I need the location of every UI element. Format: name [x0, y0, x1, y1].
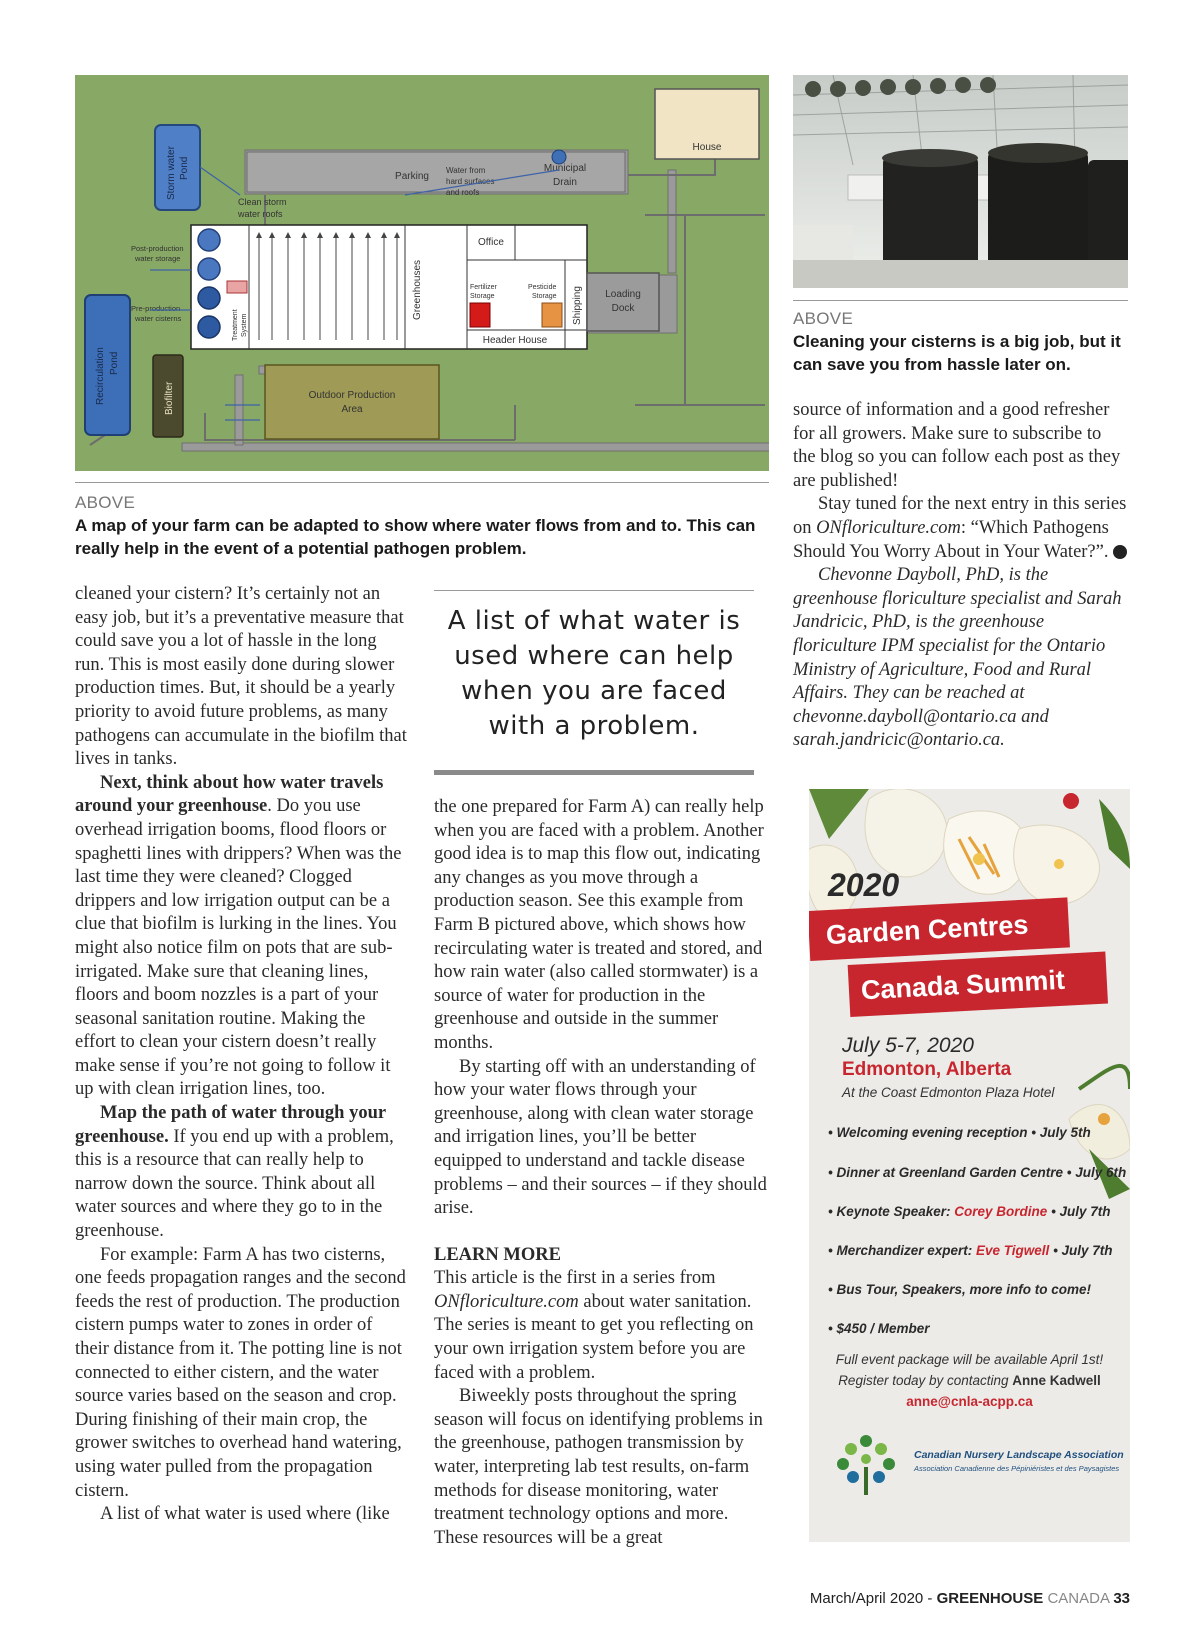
footer-brand-sub: CANADA [1043, 1590, 1114, 1607]
col1-paragraph-text: If you end up with a problem, this is a resource that can really help to narrow down the source. Think about all water sources and where they go to in the greenhouse. [75, 1126, 394, 1242]
svg-text:Pesticide: Pesticide [528, 284, 557, 291]
ad-bullet [828, 1243, 1113, 1258]
ad-city: Edmonton, Alberta [842, 1059, 1012, 1080]
article-column-3 [793, 399, 1151, 753]
svg-text:Biofilter: Biofilter [164, 381, 175, 415]
site-name: ONfloriculture.com [434, 1291, 579, 1312]
svg-text:Office: Office [478, 237, 504, 248]
svg-text:and roofs: and roofs [446, 188, 480, 197]
ad-contact-text: Register today by contacting [838, 1373, 1013, 1388]
article-column-1 [75, 583, 408, 1527]
col1-paragraph [75, 1102, 408, 1244]
ad-bullet-text: • Merchandizer expert: [828, 1243, 977, 1258]
svg-text:Drain: Drain [553, 177, 577, 188]
svg-text:Area: Area [341, 404, 363, 415]
page-footer [810, 1590, 1130, 1607]
map-caption-label: ABOVE [75, 493, 136, 512]
col1-paragraph-text: . Do you use overhead irrigation booms, flood floors or spaghetti lines with drippers? When was the last time they were cleaned? Clogged drippers and low irrigation output can be a clue that biofilm is lurking in the lines. You might also notice film on pots that are sub-irrigated. Make sure that cleaning lines, floors and boom nozzles is a part of your seasonal sanitation routine. Making the effort to clean your cistern doesn’t really make sense if you’re not going to follow it up with clean irrigation lines, too. [75, 796, 402, 1100]
photo-caption-text: Cleaning your cisterns is a big job, but it can save you from hassle later on. [793, 332, 1121, 374]
svg-text:Outdoor Production: Outdoor Production [308, 390, 396, 401]
col2-paragraph [434, 1267, 767, 1385]
svg-text:Storm water: Storm water [166, 146, 177, 200]
footer-brand: GREENHOUSE [936, 1590, 1044, 1607]
article-column-2 [434, 796, 767, 1550]
svg-text:Dock: Dock [611, 303, 635, 314]
summit-advertisement[interactable] [809, 789, 1130, 1542]
svg-text:Municipal: Municipal [543, 163, 587, 174]
col3-text: Stay tuned for the next entry in this series on [793, 494, 1127, 538]
ad-bullet: • Welcoming evening reception • July 5th [828, 1125, 1091, 1140]
svg-text:Storage: Storage [532, 293, 557, 300]
col1-paragraph: cleaned your cistern? It’s certainly not an easy job, but it’s a preventative measure that could save you a lot of hassle in the long run. This is most easily done during slower production times. But, it should be a yearly priority to avoid future problems, as many pathogens can accumulate in the biofilm that lives in tanks. [75, 584, 407, 770]
svg-text:Pond: Pond [109, 351, 120, 375]
ad-bullet [828, 1204, 1111, 1219]
site-name: ONfloriculture.com [816, 517, 961, 538]
footer-issue: March/April 2020 - [809, 1590, 937, 1607]
svg-text:Treatment: Treatment [232, 309, 239, 341]
col2-text: about water sanitation. The series is meant to get you reflecting on your own irrigation system before you are faced with a problem. [434, 1291, 754, 1383]
ad-speaker-name: Eve Tigwell [976, 1243, 1050, 1258]
svg-text:Loading: Loading [605, 289, 641, 300]
pullquote-bottom-rule [434, 770, 754, 775]
cnla-name: Canadian Nursery Landscape Association [914, 1449, 1124, 1461]
svg-text:Clean storm: Clean storm [238, 197, 287, 207]
svg-text:Water from: Water from [446, 166, 486, 175]
col1-subhead: Map the path of water through your greenhouse. [75, 1103, 386, 1147]
map-label-house: House [692, 142, 722, 153]
cistern-photo [793, 75, 1128, 288]
ad-year: 2020 [828, 867, 900, 903]
photo-caption-label: ABOVE [793, 309, 854, 328]
col2-paragraph: the one prepared for Farm A) can really help when you are faced with a problem. Another good idea is to map this flow out, indicating any changes as you move through a production season. See this example from Farm B pictured above, which shows how recirculating water is treated and stored, and how rain water (also called stormwater) is a source of water for production in the greenhouse and outside in the summer months. [434, 797, 764, 1053]
svg-text:System: System [241, 313, 248, 337]
ad-email-link[interactable]: anne@cnla-acpp.ca [906, 1394, 1033, 1409]
col3-paragraph: source of information and a good refresher for all growers. Make sure to subscribe to the blog so you can follow each post as they are published! [793, 400, 1121, 491]
ad-speaker-name: Corey Bordine [954, 1204, 1048, 1219]
svg-text:Greenhouses: Greenhouses [412, 259, 423, 320]
ad-bullet: • Bus Tour, Speakers, more info to come! [828, 1282, 1092, 1297]
svg-text:Fertilizer: Fertilizer [470, 284, 497, 291]
svg-text:Shipping: Shipping [572, 286, 583, 325]
col1-paragraph: For example: Farm A has two cisterns, one feeds propagation ranges and the second feeds the rest of production. The production cistern pumps water to zones in order of their distance from it. The potting line is not connected to either cistern, and the water source varies based on the season and crop. During finishing of their main crop, the grower switches to overhead hand watering, using water pulled from the propagation cistern. [75, 1244, 406, 1501]
col3-paragraph [793, 493, 1151, 564]
svg-text:Post-production: Post-production [131, 244, 184, 253]
col2-text: This article is the first in a series from [434, 1268, 716, 1289]
author-bio: Chevonne Dayboll, PhD, is the greenhouse floriculture specialist and Sarah Jandricic, PhD, is the greenhouse floriculture IPM specialist for the Ontario Ministry of Agriculture, Food and Rural Affairs. They can be reached at chevonne.dayboll@ontario.ca and sarah.jandricic@ontario.ca. [793, 565, 1122, 751]
svg-text:water storage: water storage [135, 254, 181, 263]
col3-text: : “Which Pathogens Should You Worry About in Your Water?”. [793, 517, 1109, 562]
map-caption-text: A map of your farm can be adapted to show where water flows from and to. This can really help in the event of a potential pathogen problem. [75, 516, 756, 558]
map-label-parking: Parking [395, 171, 429, 182]
cnla-logo-icon [831, 1429, 901, 1499]
farm-water-map [75, 75, 769, 471]
col1-subhead: Next, think about how water travels around your greenhouse [75, 772, 384, 817]
ad-bullet-text: • July 7th [1049, 1243, 1113, 1258]
col2-paragraph: By starting off with an understanding of how your water flows through your greenhouse, along with clean water storage and irrigation lines, you’ll be better equipped to understand and tackle disease problems – and their sources – if they should arise. [434, 1056, 767, 1219]
svg-text:Pre-production: Pre-production [131, 304, 181, 313]
col1-paragraph [75, 772, 408, 1102]
svg-text:Header House: Header House [482, 335, 548, 346]
ad-contact [809, 1373, 1130, 1388]
ad-bullet-text: • July 7th [1047, 1204, 1111, 1219]
ad-contact-name: Anne Kadwell [1012, 1373, 1101, 1388]
page-number: 33 [1113, 1590, 1130, 1607]
svg-text:water cisterns: water cisterns [135, 314, 182, 323]
svg-text:Pond: Pond [179, 156, 190, 180]
pull-quote: A list of what water is used where can help when you are faced with a problem. [447, 606, 741, 741]
ad-bullet: • Dinner at Greenland Garden Centre • July 6th [828, 1165, 1127, 1180]
ad-venue: At the Coast Edmonton Plaza Hotel [842, 1085, 1055, 1100]
ad-bullet: • $450 / Member [828, 1321, 930, 1336]
col2-paragraph: Biweekly posts throughout the spring season will focus on identifying problems in the greenhouse, pathogen transmission by water, interpreting lab test results, on-farm methods for disease monitoring, water treatment technology options and more. These resources will be a great [434, 1386, 763, 1548]
col1-paragraph: A list of what water is used where (like [100, 1504, 390, 1525]
pullquote-top-rule [434, 590, 754, 591]
ad-footnote: Full event package will be available April 1st! [835, 1352, 1104, 1367]
ad-banner-1: Garden Centres [809, 897, 1070, 961]
svg-text:Recirculation: Recirculation [95, 347, 106, 405]
cnla-name-fr: Association Canadienne des Pépiniéristes et des Paysagistes [914, 1464, 1120, 1473]
svg-text:hard surfaces: hard surfaces [446, 177, 495, 186]
ad-banner-2: Canada Summit [848, 952, 1108, 1017]
learn-more-heading: LEARN MORE [434, 1244, 561, 1265]
ad-bullet-text: • Keynote Speaker: [828, 1204, 955, 1219]
end-mark-icon: GC [1113, 545, 1127, 559]
svg-text:Storage: Storage [470, 293, 495, 300]
ad-dates: July 5-7, 2020 [842, 1034, 974, 1057]
svg-text:water roofs: water roofs [238, 209, 283, 219]
